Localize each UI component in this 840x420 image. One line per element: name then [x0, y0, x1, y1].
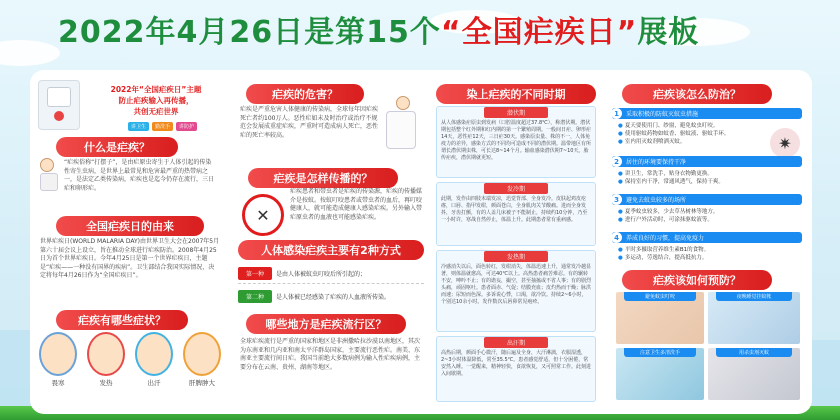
- spread-heading: 疟疾是怎样传播的？: [248, 168, 398, 188]
- where-text: 全球疟疾流行是严重的国家和地区是非洲撒哈拉沙漠以南地区，其次为东南亚和几内亚和南太平洋群岛国家，主要流行恶性疟。南美、东南亚主要流行间日疟。我国当前绝大多数病例为输入性疟疾病例，主要分布在云南、贵州、湖南等地区。: [240, 338, 421, 371]
- doctor-illustration: [40, 158, 60, 192]
- symptom-label: 肝脾肿大: [189, 379, 215, 387]
- photo-caption: 夜晚睡觉挂蚊帐: [716, 292, 792, 301]
- photo-avoid-bites: [616, 292, 704, 344]
- way-text: 是由人体被蚊虫叮咬后所引起的；: [276, 271, 367, 278]
- prevent-item-4: [612, 232, 802, 243]
- title-date: 2022年4月26日是第15个: [58, 15, 441, 50]
- symptoms-heading: 疟疾有哪些症状？: [56, 310, 188, 330]
- origin-heading: 全国疟疾日的由来: [56, 216, 204, 236]
- prevent-item-2: [612, 156, 802, 167]
- theme-line-3: 共创无疟世界: [133, 107, 179, 116]
- prevent-item-1: [612, 108, 802, 119]
- stage-card: [436, 336, 596, 402]
- step-title: 居住的环境要保持干净: [626, 159, 687, 166]
- step-number: 1: [612, 108, 623, 119]
- step-line: 进行户外活动时，可涂抹驱蚊液等。: [624, 217, 713, 223]
- title-highlight: “全国疟疾日”: [440, 15, 638, 50]
- title-suffix: 展板: [637, 15, 700, 50]
- how-heading: 疟疾该如何预防？: [622, 270, 772, 290]
- board-panel: [30, 70, 812, 414]
- left-column: [30, 70, 228, 414]
- virus-icon: ✷: [770, 128, 800, 158]
- origin-text: 世界疟疾日(WORLD MALARIA DAY)由世界卫生大会在2007年5月第六十届会议上设立，旨在推动全球进行疟疾防治。2008年4月25日为首个世界疟疾日。今年4月25日是第一个世界疟疾日，主题是“疟疾——一种没有国界的疾病”。卫生部结合我国实际情况，决定将每年4月26日作为“全国疟疾日”。: [40, 238, 220, 279]
- symptom-item: [183, 332, 221, 387]
- ways-heading: 人体感染疟疾主要有2种方式: [238, 240, 424, 260]
- what-text: “疟疾俗称“打摆子”，是由疟原虫寄生于人体引起的传染性寄生虫病，是世界上最常见和危害最严重的热带病之一，是法定乙类传染病，疟疾也是迄今仍存在流行，三日疟和卵形疟。: [64, 159, 215, 192]
- spread-text: 疟疾患者和带虫者是疟疾的传染源，疟疾的传播媒介是按蚊。按蚊叮咬患者或带虫者的血后，再叮咬健康人，就可能造成健康人感染疟疾。另外输入带疟原虫者的血液也可能感染疟疾。: [290, 188, 423, 221]
- stage-name: 发热期: [484, 251, 548, 262]
- step-number: 2: [612, 156, 623, 167]
- symptom-label: 出汗: [147, 379, 161, 387]
- step-line: 保持室内干净，常通风透气，保持干爽。: [624, 179, 724, 185]
- ways-list: [238, 264, 424, 306]
- step-number: 3: [612, 194, 623, 205]
- step-line: 室内用灭蚊剂喷洒灭蚊。: [624, 139, 686, 145]
- step-line: 平时多摄取营养维生素B1的食物。: [624, 247, 710, 253]
- stage-card: [436, 250, 596, 332]
- symptom-item: [87, 332, 125, 387]
- photo-net: [708, 292, 800, 344]
- step-line: 夏季蚊虫较多，少去草丛树林等地方。: [624, 209, 719, 215]
- photo-caption: 避免蚊虫叮咬: [624, 292, 696, 301]
- way-label: 第二种: [238, 290, 272, 303]
- step-lines: ● 夏天要使用门、纱窗，避免蚊虫叮咬。 ● 使用驱蚊药物如蚊香、驱蚊液、驱蚊手环。 ● 室内用灭蚊剂喷洒灭蚊。: [618, 123, 730, 145]
- stage-name: 发冷期: [484, 183, 548, 194]
- theme-block: [86, 84, 226, 117]
- photo-wash-hands: [616, 348, 704, 400]
- way-item: [238, 286, 424, 306]
- tag: 勤洗手: [152, 122, 173, 131]
- way-text: 是人体被已经感染了疟疾的人血液所传染。: [276, 293, 391, 301]
- step-number: 4: [612, 232, 623, 243]
- where-heading: 哪些地方是疟疾流行区？: [246, 314, 406, 334]
- stage-text: 从人体感染疟原虫到发病（口腔温度超过37.8℃），称潜伏期。潜伏期包括整个红外期和红内期的第一个繁殖周期。一般间日疟、卵形疟14天，恶性疟12天，三日疟30天。感染原虫量、株的不一，人体免疫力的差异，感染方式的不同均可造成不同的潜伏期。温带地区有所谓长潜伏期虫株，可长达8~14个月。输血感染潜伏期7~10天。胎传疟疾，潜伏期就更短。: [441, 120, 592, 161]
- step-title: 避免去蚊虫较多的场所: [626, 197, 687, 204]
- what-heading: 什么是疟疾？: [56, 137, 178, 157]
- stage-text: 冷感消失以后，面色转红，发绀消失，体温迅速上升，通常发冷越显著，则体温就愈高，可达40℃以上。高热患者痛苦难忍。有的辗转不安，呻吟不止；有的谵妄，撮空，甚至抽搐或不省人事；有的剧烈头痛，顽固呕吐。患者面赤、气促；结膜充血；皮灼热而干燥；脉洪而速；尿短而色深。多诉说心悸，口渴，欲冷饮。持续2~6小时，个别达10余小时。发作数次后唇鼻常见疱疹。: [441, 264, 592, 305]
- symptom-item: [135, 332, 173, 387]
- harm-heading: 疟疾的危害？: [246, 84, 364, 104]
- way-item: [238, 264, 424, 284]
- step-title: 采取积极的防蚊灭蚊虫措施: [626, 111, 699, 118]
- photo-spray: [708, 348, 800, 400]
- way-label: 第一种: [238, 267, 272, 280]
- step-line: 使用驱蚊药物如蚊香、驱蚊液、驱蚊手环。: [624, 131, 730, 137]
- stage-text: 此期，发作由四肢末端发凉，迅觉背部、全身发冷。皮肤起鸡皮疙瘩，口唇、指甲发绀，颜面苍白，全身肌肉关节酸痛。进而全身发抖，牙齿打颤，有的人盖几床被子不能制止，持续约10分钟，乃至一小时许，寒战自然停止，体温上升。此期患者常有重病感。: [441, 196, 588, 223]
- photo-caption: 注意卫生多清洗手: [624, 348, 696, 357]
- stage-text: 高热后期，颜面手心微汗，随后遍及全身，大汗淋漓，衣服湿透，2~3小时体温降低，常至35.5℃。患者感觉舒适，但十分困倦，常安然入睡。一觉醒来，精神轻快，食欲恢复，又可照常工作。此刻进入间歇期。: [441, 350, 592, 377]
- no-mosquito-icon: ✕: [242, 194, 284, 236]
- step-title: 养成良好的习惯，提高免疫力: [626, 235, 705, 242]
- mid-left-column: [232, 70, 428, 414]
- step-line: 讲卫生，常洗手，贴身衣物勤更换。: [624, 171, 713, 177]
- step-line: 夏天要使用门、纱窗，避免蚊虫叮咬。: [624, 123, 719, 129]
- theme-tags: [128, 122, 197, 131]
- stage-name: 潜伏期: [484, 107, 548, 118]
- prevent-item-3: [612, 194, 802, 205]
- tag: 讲防护: [176, 122, 197, 131]
- step-lines: ● 平时多摄取营养维生素B1的食物。 ● 多运动，劳逸结合，提高抵抗力。: [618, 247, 710, 261]
- stages-heading: 染上疟疾的不同时期: [436, 84, 596, 104]
- doctor-illustration: [386, 96, 420, 154]
- photo-caption: 用杀虫剂灭蚊: [716, 348, 792, 357]
- harm-text: 疟疾是严重危害人体健康的传染病，全球每年因疟疾死亡者约100万人。恶性疟如未及时治疗或治疗不规范会发展成重症疟疾，严重时可造成病人死亡，恶性疟的死亡率较高。: [240, 106, 379, 139]
- tag: 讲卫生: [128, 122, 149, 131]
- prevent-heading: 疟疾该怎么防治？: [622, 84, 772, 104]
- step-line: 多运动，劳逸结合，提高抵抗力。: [624, 255, 708, 261]
- step-lines: ● 夏季蚊虫较多，少去草丛树林等地方。 ● 进行户外活动时，可涂抹驱蚊液等。: [618, 209, 719, 223]
- machine-illustration: [38, 80, 80, 130]
- stage-card: [436, 182, 596, 246]
- symptom-label: 发热: [99, 379, 113, 387]
- theme-line-2: 防止疟疾输入再传播，: [118, 96, 194, 105]
- page-title: [58, 6, 699, 52]
- stage-card: [436, 106, 596, 178]
- symptom-item: [39, 332, 77, 387]
- stages-column: [432, 70, 602, 414]
- theme-line-1: 2022年“全国疟疾日”主题: [110, 85, 202, 94]
- right-column: [608, 70, 812, 414]
- step-lines: ● 讲卫生，常洗手，贴身衣物勤更换。 ● 保持室内干净，常通风透气，保持干爽。: [618, 171, 724, 185]
- symptom-list: [34, 332, 226, 387]
- symptom-label: 畏寒: [51, 379, 65, 387]
- stage-name: 出汗期: [484, 337, 548, 348]
